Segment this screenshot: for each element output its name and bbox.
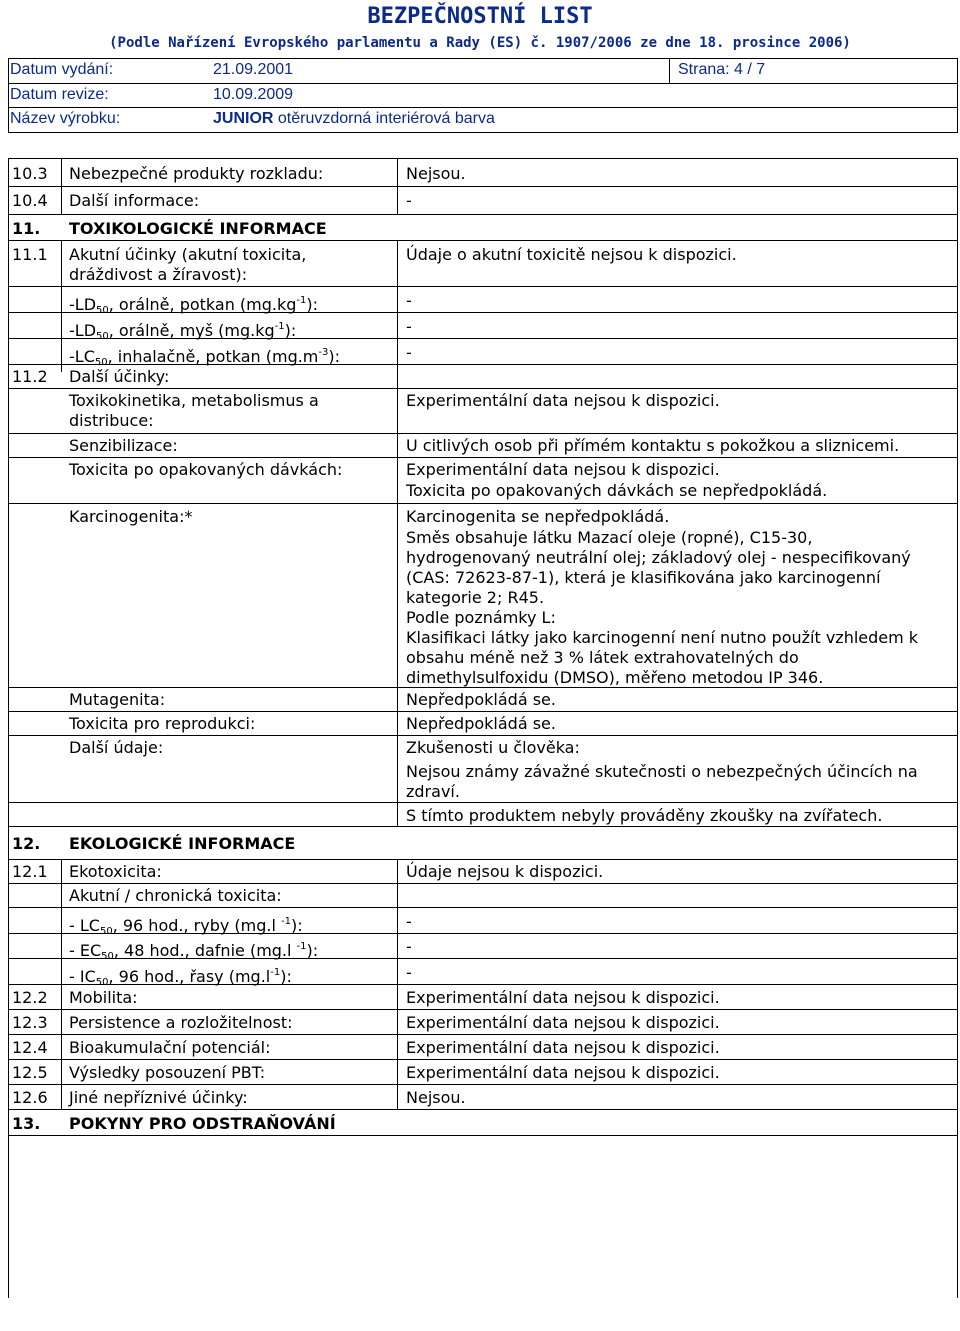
revision-date-label: Datum revize: <box>10 86 109 103</box>
row-label: Jiné nepříznivé účinky: <box>69 1088 248 1107</box>
section-title: TOXIKOLOGICKÉ INFORMACE <box>69 219 327 238</box>
row-label: Výsledky posouzení PBT: <box>69 1063 266 1082</box>
row-value: - <box>406 937 412 956</box>
row-value: Experimentální data nejsou k dispozici. <box>406 460 720 479</box>
section-number: 12. <box>12 834 41 853</box>
header-row-revision-date <box>8 84 958 108</box>
label-part: , orálně, myš (mg.kg <box>108 321 275 340</box>
table-row <box>8 1060 958 1085</box>
label-part: , 96 hod., ryby (mg.l <box>112 916 282 935</box>
row-label: distribuce: <box>69 411 154 430</box>
revision-date-value: 10.09.2009 <box>213 86 294 103</box>
row-value: Experimentální data nejsou k dispozici. <box>406 1038 720 1057</box>
row-label: Mobilita: <box>69 988 138 1007</box>
table-row <box>8 159 958 187</box>
label-part: , inhalačně, potkan (mg.m <box>107 347 319 366</box>
table-row <box>8 365 958 389</box>
row-value: Experimentální data nejsou k dispozici. <box>406 988 720 1007</box>
row-label: Bioakumulační potenciál: <box>69 1038 271 1057</box>
document-subtitle: (Podle Nařízení Evropského parlamentu a Rady (ES) č. 1907/2006 ze dne 18. prosince 2006) <box>109 35 851 51</box>
row-number: 10.3 <box>12 164 48 183</box>
table-row <box>8 803 958 827</box>
row-label: Další informace: <box>69 191 200 210</box>
label-part: , orálně, potkan (mg.kg <box>108 295 297 314</box>
row-label: Senzibilizace: <box>69 436 178 455</box>
label-part: -LC <box>69 347 95 366</box>
label-part: - EC <box>69 941 102 960</box>
superscript: -1 <box>296 295 307 306</box>
row-label: Karcinogenita:* <box>69 507 193 526</box>
subscript: 50 <box>96 331 109 342</box>
label-part: ): <box>284 321 297 340</box>
row-value: Experimentální data nejsou k dispozici. <box>406 1063 720 1082</box>
subscript: 50 <box>99 926 113 937</box>
table-row <box>8 688 958 712</box>
row-number: 12.3 <box>12 1013 48 1032</box>
row-number: 12.1 <box>12 862 48 881</box>
row-label: Ekotoxicita: <box>69 862 162 881</box>
row-value: Experimentální data nejsou k dispozici. <box>406 1013 720 1032</box>
label-part: ): <box>291 916 303 935</box>
carc-line: Podle poznámky L: <box>406 608 556 627</box>
row-label: dráždivost a žíravost): <box>69 265 248 284</box>
table-row <box>8 187 958 215</box>
label-part: - LC <box>69 916 100 935</box>
table-row-carcinogenicity <box>8 504 958 688</box>
row-value: Nejsou. <box>406 164 466 183</box>
table-row <box>8 287 958 316</box>
carc-line: hydrogenovaný neutrální olej; základový olej - nespecifikovaný <box>406 548 911 567</box>
section-number: 11. <box>12 219 41 238</box>
section-heading-11 <box>8 215 958 241</box>
table-row <box>8 884 958 908</box>
label-part: ): <box>306 941 319 960</box>
row-number: 12.6 <box>12 1088 48 1107</box>
header-row-product <box>8 108 958 132</box>
table-row <box>8 736 958 803</box>
row-value: Zkušenosti u člověka: <box>406 738 580 757</box>
table-row <box>8 241 958 287</box>
header-row-issue-date <box>8 59 958 83</box>
table-row <box>8 959 958 988</box>
superscript: -3 <box>318 347 329 358</box>
row-value: - <box>406 912 412 931</box>
table-row <box>8 339 958 368</box>
subscript: 50 <box>94 357 108 368</box>
row-label: Další údaje: <box>69 738 164 757</box>
carc-line: Karcinogenita se nepředpokládá. <box>406 507 670 526</box>
carc-line: kategorie 2; R45. <box>406 588 545 607</box>
row-value: Toxicita po opakovaných dávkách se nepředpokládá. <box>406 481 828 500</box>
label-part: -LD <box>69 321 97 340</box>
label-part: -LD <box>69 295 97 314</box>
row-value: - <box>406 963 412 982</box>
row-value: U citlivých osob při přímém kontaktu s pokožkou a sliznicemi. <box>406 436 900 455</box>
row-label: Další účinky: <box>69 367 170 386</box>
section-number: 13. <box>12 1114 41 1133</box>
section-heading-12 <box>8 827 958 860</box>
row-number: 12.4 <box>12 1038 48 1057</box>
page-number: Strana: 4 / 7 <box>678 61 766 78</box>
table-row <box>8 908 958 937</box>
subscript: 50 <box>95 977 109 988</box>
row-label: Toxicita po opakovaných dávkách: <box>69 460 343 479</box>
carc-line: Klasifikaci látky jako karcinogenní není nutno použít vzhledem k <box>406 628 919 647</box>
section-title: EKOLOGICKÉ INFORMACE <box>69 834 296 853</box>
header-page-separator <box>669 58 670 84</box>
label-part: ): <box>280 967 292 986</box>
row-label: Akutní / chronická toxicita: <box>69 886 282 905</box>
carc-line: Směs obsahuje látku Mazací oleje (ropné), C15-30, <box>406 528 813 547</box>
subscript: 50 <box>101 951 114 962</box>
document-title: BEZPEČNOSTNÍ LIST <box>367 4 593 29</box>
row-value: - <box>406 191 412 210</box>
row-value: Údaje nejsou k dispozici. <box>406 862 604 881</box>
product-description: otěruvzdorná interiérová barva <box>273 110 495 127</box>
table-row <box>8 1035 958 1060</box>
superscript: -1 <box>296 941 307 952</box>
section-heading-13 <box>8 1110 958 1136</box>
row-value: Údaje o akutní toxicitě nejsou k dispozici. <box>406 245 737 264</box>
carc-line: dimethylsulfoxidu (DMSO), měřeno metodou IP 346. <box>406 668 824 687</box>
superscript: -1 <box>270 967 281 978</box>
row-number: 12.2 <box>12 988 48 1007</box>
product-label: Název výrobku: <box>10 110 121 127</box>
row-value: Nepředpokládá se. <box>406 714 556 733</box>
row-label: Toxicita pro reprodukci: <box>69 714 256 733</box>
table-row <box>8 934 958 962</box>
row-value: Nejsou. <box>406 1088 466 1107</box>
label-part: - IC <box>69 967 96 986</box>
row-value: Experimentální data nejsou k dispozici. <box>406 391 720 410</box>
superscript: -1 <box>274 321 285 332</box>
row-value: Nepředpokládá se. <box>406 690 556 709</box>
label-part: ): <box>328 347 341 366</box>
row-label: Toxikokinetika, metabolismus a <box>69 391 319 410</box>
section-title: POKYNY PRO ODSTRAŇOVÁNÍ <box>69 1114 336 1133</box>
header-frame-left <box>8 58 9 133</box>
header-frame-right <box>957 58 958 133</box>
label-part: , 48 hod., dafnie (mg.l <box>113 941 297 960</box>
subscript: 50 <box>96 305 109 316</box>
carc-line: obsahu méně než 3 % látek extrahovatelných do <box>406 648 799 667</box>
table-row <box>8 313 958 342</box>
row-label: Mutagenita: <box>69 690 166 709</box>
row-label: Nebezpečné produkty rozkladu: <box>69 164 324 183</box>
issue-date-label: Datum vydání: <box>10 61 114 78</box>
product-brand: JUNIOR <box>213 110 274 127</box>
table-row <box>8 389 958 434</box>
header-divider <box>8 132 958 133</box>
label-part: ): <box>306 295 319 314</box>
row-number: 12.5 <box>12 1063 48 1082</box>
row-value: - <box>406 343 412 362</box>
label-part: , 96 hod., řasy (mg.l <box>108 967 271 986</box>
product-name <box>213 110 495 128</box>
row-value: - <box>406 317 412 336</box>
superscript: -1 <box>281 916 291 927</box>
table-row <box>8 985 958 1010</box>
table-row <box>8 860 958 884</box>
table-row <box>8 458 958 504</box>
table-row <box>8 1085 958 1110</box>
table-row <box>8 434 958 458</box>
row-value: zdraví. <box>406 782 460 801</box>
table-row <box>8 1010 958 1035</box>
row-value: - <box>406 291 412 310</box>
row-value: Nejsou známy závažné skutečnosti o nebezpečných účincích na <box>406 762 918 781</box>
table-row <box>8 712 958 736</box>
row-label: Akutní účinky (akutní toxicita, <box>69 245 307 264</box>
row-number: 10.4 <box>12 191 48 210</box>
carc-line: (CAS: 72623-87-1), která je klasifikována jako karcinogenní <box>406 568 881 587</box>
row-number: 11.2 <box>12 367 48 386</box>
row-label: Persistence a rozložitelnost: <box>69 1013 293 1032</box>
row-value: S tímto produktem nebyly prováděny zkoušky na zvířatech. <box>406 806 883 825</box>
row-number: 11.1 <box>12 245 48 264</box>
issue-date-value: 21.09.2001 <box>213 61 294 78</box>
